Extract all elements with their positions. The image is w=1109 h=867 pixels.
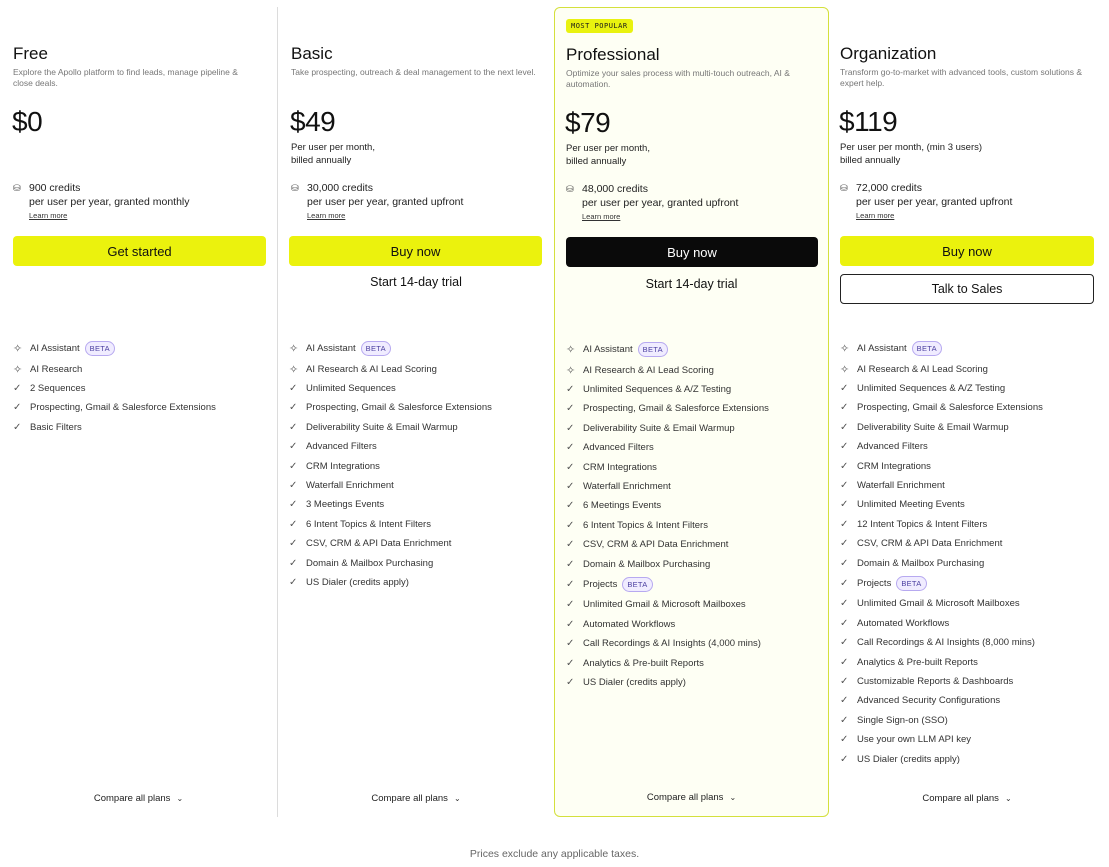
feature-label: Single Sign-on (SSO) — [857, 714, 948, 726]
feature-item — [840, 360, 1095, 379]
plan-description: Take prospecting, outreach & deal management to the next level. — [291, 67, 536, 77]
compare-label: Compare all plans — [371, 793, 448, 804]
check-icon: ✓ — [289, 499, 298, 511]
feature-item — [566, 615, 821, 634]
feature-label: Deliverability Suite & Email Warmup — [857, 421, 1009, 433]
plan-description: Transform go-to-market with advanced tools, custom solutions & expert help. — [840, 67, 1083, 88]
feature-list — [13, 338, 268, 437]
feature-label: Unlimited Meeting Events — [857, 499, 965, 511]
plan-name: Basic — [291, 44, 333, 63]
feature-label: Use your own LLM API key — [857, 734, 972, 746]
feature-label: CSV, CRM & API Data Enrichment — [583, 539, 729, 551]
feature-label: Basic Filters — [30, 421, 82, 433]
check-icon: ✓ — [289, 441, 298, 453]
buy-now-button[interactable]: Buy now — [566, 237, 818, 267]
sparkle-icon: ✧ — [13, 363, 23, 376]
check-icon: ✓ — [13, 421, 22, 433]
feature-label: Automated Workflows — [857, 617, 950, 629]
feature-item — [840, 594, 1095, 613]
feature-item — [840, 652, 1095, 671]
feature-label: Prospecting, Gmail & Salesforce Extensions — [30, 402, 216, 414]
check-icon: ✓ — [13, 383, 22, 395]
feature-label: Deliverability Suite & Email Warmup — [306, 421, 458, 433]
learn-more-link[interactable]: Learn more — [582, 212, 621, 221]
feature-item — [13, 398, 268, 417]
plan-card-free — [0, 7, 278, 817]
check-icon: ✓ — [566, 618, 575, 630]
feature-item — [840, 672, 1095, 691]
feature-label: 12 Intent Topics & Intent Filters — [857, 518, 988, 530]
feature-label: CRM Integrations — [306, 460, 380, 472]
check-icon: ✓ — [840, 421, 849, 433]
credits-subtext: per user per year, granted upfront — [307, 196, 464, 208]
feature-list — [566, 339, 821, 692]
plan-card-organization — [829, 7, 1105, 817]
check-icon: ✓ — [840, 499, 849, 511]
get-started-button[interactable]: Get started — [13, 236, 266, 266]
feature-label: 6 Meetings Events — [583, 500, 662, 512]
feature-item — [289, 456, 544, 475]
check-icon: ✓ — [289, 557, 298, 569]
chevron-down-icon: ⌄ — [176, 794, 184, 803]
credits-subtext: per user per year, granted monthly — [29, 196, 190, 208]
coins-icon: ⛁ — [13, 183, 21, 193]
feature-label: Domain & Mailbox Purchasing — [306, 557, 434, 569]
feature-label: CRM Integrations — [857, 460, 931, 472]
beta-badge: BETA — [638, 342, 668, 357]
check-icon: ✓ — [840, 538, 849, 550]
feature-label: Advanced Filters — [857, 441, 928, 453]
check-icon: ✓ — [566, 461, 575, 473]
check-icon: ✓ — [566, 657, 575, 669]
feature-item — [840, 691, 1095, 710]
feature-item — [840, 515, 1095, 534]
feature-label: Waterfall Enrichment — [306, 480, 394, 492]
feature-item — [289, 360, 544, 379]
feature-item — [289, 398, 544, 417]
plan-price: $49 — [290, 106, 336, 137]
compare-label: Compare all plans — [922, 793, 999, 804]
chevron-down-icon: ⌄ — [1004, 794, 1012, 803]
buy-now-button[interactable]: Buy now — [289, 236, 542, 266]
check-icon: ✓ — [840, 557, 849, 569]
check-icon: ✓ — [840, 598, 849, 610]
feature-label: 3 Meetings Events — [306, 499, 385, 511]
feature-label: Domain & Mailbox Purchasing — [583, 558, 711, 570]
feature-label: Unlimited Sequences & A/Z Testing — [583, 384, 732, 396]
feature-item — [566, 535, 821, 554]
feature-item — [840, 573, 1095, 595]
feature-item — [840, 614, 1095, 633]
feature-label: Call Recordings & AI Insights (8,000 mins) — [857, 637, 1035, 649]
plan-price: $0 — [12, 106, 43, 137]
feature-list — [289, 338, 544, 592]
check-icon: ✓ — [289, 518, 298, 530]
feature-item — [13, 338, 268, 360]
feature-item — [840, 730, 1095, 749]
feature-item — [289, 553, 544, 572]
credits-amount: 48,000 credits — [582, 183, 648, 195]
check-icon: ✓ — [840, 617, 849, 629]
talk-to-sales-button[interactable]: Talk to Sales — [840, 274, 1094, 304]
feature-label: Advanced Filters — [306, 441, 377, 453]
check-icon: ✓ — [566, 599, 575, 611]
feature-item — [289, 476, 544, 495]
feature-item — [566, 339, 821, 361]
feature-item — [840, 418, 1095, 437]
feature-item — [13, 418, 268, 437]
feature-item — [289, 573, 544, 592]
feature-label: Waterfall Enrichment — [857, 480, 945, 492]
feature-item — [566, 419, 821, 438]
feature-label: Customizable Reports & Dashboards — [857, 676, 1014, 688]
feature-item — [566, 361, 821, 380]
check-icon: ✓ — [566, 403, 575, 415]
check-icon: ✓ — [840, 578, 849, 590]
feature-item — [289, 495, 544, 514]
feature-item — [566, 438, 821, 457]
feature-label: 6 Intent Topics & Intent Filters — [583, 519, 708, 531]
check-icon: ✓ — [289, 538, 298, 550]
chevron-down-icon: ⌄ — [453, 794, 461, 803]
feature-item — [566, 380, 821, 399]
feature-label: Advanced Filters — [583, 442, 654, 454]
beta-badge: BETA — [912, 341, 942, 356]
feature-label: AI Assistant — [857, 343, 907, 355]
feature-label: CSV, CRM & API Data Enrichment — [306, 538, 452, 550]
check-icon: ✓ — [566, 481, 575, 493]
check-icon: ✓ — [840, 656, 849, 668]
check-icon: ✓ — [289, 421, 298, 433]
feature-item — [566, 554, 821, 573]
check-icon: ✓ — [840, 695, 849, 707]
feature-item — [566, 399, 821, 418]
credits-amount: 30,000 credits — [307, 182, 373, 194]
feature-item — [840, 476, 1095, 495]
plan-description: Explore the Apollo platform to find leads, manage pipeline & close deals. — [13, 67, 238, 88]
check-icon: ✓ — [566, 519, 575, 531]
feature-label: CRM Integrations — [583, 461, 657, 473]
plan-card-professional — [554, 7, 829, 817]
sparkle-icon: ✧ — [566, 344, 576, 357]
feature-item — [566, 496, 821, 515]
plan-card-basic — [278, 7, 554, 817]
feature-label: AI Assistant — [306, 343, 356, 355]
start-trial-link[interactable]: Start 14-day trial — [645, 277, 738, 291]
coins-icon: ⛁ — [840, 183, 848, 193]
start-trial-link[interactable]: Start 14-day trial — [370, 275, 462, 289]
feature-item — [566, 477, 821, 496]
feature-item — [840, 379, 1095, 398]
check-icon: ✓ — [566, 442, 575, 454]
check-icon: ✓ — [289, 576, 298, 588]
check-icon: ✓ — [289, 460, 298, 472]
tax-footnote: Prices exclude any applicable taxes. — [469, 848, 640, 860]
check-icon: ✓ — [289, 402, 298, 414]
buy-now-button[interactable]: Buy now — [840, 236, 1094, 266]
plan-price: $119 — [839, 106, 898, 137]
coins-icon: ⛁ — [291, 183, 299, 193]
feature-item — [289, 418, 544, 437]
beta-badge: BETA — [622, 577, 652, 592]
feature-item — [566, 516, 821, 535]
check-icon: ✓ — [289, 383, 298, 395]
plan-name: Free — [13, 44, 48, 63]
feature-item — [840, 398, 1095, 417]
check-icon: ✓ — [840, 734, 849, 746]
check-icon: ✓ — [840, 441, 849, 453]
billing-text: Per user per month, (min 3 users) billed annually — [840, 142, 983, 166]
feature-item — [566, 634, 821, 653]
feature-label: AI Assistant — [30, 343, 80, 355]
feature-label: Deliverability Suite & Email Warmup — [583, 422, 735, 434]
compare-label: Compare all plans — [93, 793, 171, 804]
check-icon: ✓ — [566, 677, 575, 689]
feature-label: Projects — [857, 578, 892, 590]
feature-label: AI Assistant — [583, 344, 633, 356]
check-icon: ✓ — [566, 638, 575, 650]
feature-item — [566, 574, 821, 596]
check-icon: ✓ — [566, 422, 575, 434]
check-icon: ✓ — [13, 402, 22, 414]
feature-list — [840, 338, 1095, 769]
credits-amount: 900 credits — [29, 182, 81, 194]
beta-badge: BETA — [361, 341, 391, 356]
sparkle-icon: ✧ — [840, 343, 850, 356]
learn-more-link[interactable]: Learn more — [307, 211, 346, 220]
feature-label: Unlimited Gmail & Microsoft Mailboxes — [583, 599, 746, 611]
sparkle-icon: ✧ — [289, 343, 299, 356]
feature-item — [840, 338, 1095, 360]
check-icon: ✓ — [840, 383, 849, 395]
feature-item — [840, 633, 1095, 652]
check-icon: ✓ — [840, 460, 849, 472]
check-icon: ✓ — [289, 480, 298, 492]
beta-badge: BETA — [896, 576, 926, 591]
feature-label: Projects — [583, 579, 618, 591]
feature-label: Unlimited Sequences & A/Z Testing — [857, 383, 1006, 395]
compare-all-plans-link[interactable] — [555, 792, 828, 803]
check-icon: ✓ — [566, 500, 575, 512]
feature-label: AI Research & AI Lead Scoring — [306, 363, 437, 375]
feature-item — [840, 495, 1095, 514]
feature-label: Prospecting, Gmail & Salesforce Extensions — [583, 403, 769, 415]
check-icon: ✓ — [840, 402, 849, 414]
feature-item — [566, 653, 821, 672]
feature-label: US Dialer (credits apply) — [857, 753, 960, 765]
feature-item — [840, 534, 1095, 553]
check-icon: ✓ — [840, 714, 849, 726]
feature-label: Unlimited Gmail & Microsoft Mailboxes — [857, 598, 1020, 610]
feature-label: US Dialer (credits apply) — [583, 677, 686, 689]
feature-item — [13, 360, 268, 379]
feature-label: 6 Intent Topics & Intent Filters — [306, 518, 431, 530]
feature-label: AI Research & AI Lead Scoring — [583, 364, 714, 376]
feature-label: AI Research & AI Lead Scoring — [857, 363, 988, 375]
feature-item — [840, 553, 1095, 572]
feature-item — [289, 338, 544, 360]
beta-badge: BETA — [85, 341, 115, 356]
check-icon: ✓ — [566, 539, 575, 551]
feature-label: Unlimited Sequences — [306, 383, 396, 395]
check-icon: ✓ — [840, 753, 849, 765]
feature-label: Domain & Mailbox Purchasing — [857, 557, 985, 569]
feature-item — [289, 515, 544, 534]
feature-label: Prospecting, Gmail & Salesforce Extensions — [857, 402, 1043, 414]
feature-item — [566, 595, 821, 614]
check-icon: ✓ — [566, 558, 575, 570]
most-popular-badge: MOST POPULAR — [566, 19, 633, 33]
compare-all-plans-link[interactable] — [829, 793, 1105, 804]
plan-description: Optimize your sales process with multi-touch outreach, AI & automation. — [566, 68, 790, 89]
plan-name: Professional — [566, 45, 660, 64]
credits-subtext: per user per year, granted upfront — [582, 197, 739, 209]
feature-label: CSV, CRM & API Data Enrichment — [857, 538, 1003, 550]
feature-label: Automated Workflows — [583, 618, 676, 630]
chevron-down-icon: ⌄ — [729, 793, 737, 802]
feature-item — [840, 437, 1095, 456]
sparkle-icon: ✧ — [566, 364, 576, 377]
credits-amount: 72,000 credits — [856, 182, 922, 194]
credits-subtext: per user per year, granted upfront — [856, 196, 1013, 208]
learn-more-link[interactable]: Learn more — [856, 211, 895, 220]
compare-all-plans-link[interactable] — [0, 793, 277, 804]
feature-label: Analytics & Pre-built Reports — [857, 656, 978, 668]
feature-item — [840, 749, 1095, 768]
feature-item — [289, 379, 544, 398]
compare-label: Compare all plans — [646, 792, 724, 803]
coins-icon: ⛁ — [566, 184, 574, 194]
sparkle-icon: ✧ — [289, 363, 299, 376]
plan-name: Organization — [840, 44, 937, 63]
feature-label: 2 Sequences — [30, 383, 86, 395]
feature-label: Prospecting, Gmail & Salesforce Extensions — [306, 402, 492, 414]
feature-label: Advanced Security Configurations — [857, 695, 1001, 707]
learn-more-link[interactable]: Learn more — [29, 211, 68, 220]
feature-label: Analytics & Pre-built Reports — [583, 657, 704, 669]
check-icon: ✓ — [840, 676, 849, 688]
check-icon: ✓ — [840, 480, 849, 492]
feature-item — [289, 534, 544, 553]
plan-price: $79 — [565, 107, 611, 138]
feature-item — [566, 457, 821, 476]
sparkle-icon: ✧ — [13, 343, 23, 356]
feature-label: Waterfall Enrichment — [583, 481, 671, 493]
compare-all-plans-link[interactable] — [278, 793, 554, 804]
billing-text: Per user per month, billed annually — [566, 143, 650, 167]
feature-label: US Dialer (credits apply) — [306, 576, 409, 588]
check-icon: ✓ — [566, 579, 575, 591]
feature-item — [13, 379, 268, 398]
feature-label: Call Recordings & AI Insights (4,000 mins) — [583, 638, 761, 650]
feature-item — [840, 456, 1095, 475]
check-icon: ✓ — [840, 518, 849, 530]
feature-label: AI Research — [30, 363, 83, 375]
feature-item — [566, 673, 821, 692]
check-icon: ✓ — [840, 637, 849, 649]
feature-item — [840, 711, 1095, 730]
billing-text: Per user per month, billed annually — [291, 142, 375, 166]
feature-item — [289, 437, 544, 456]
check-icon: ✓ — [566, 384, 575, 396]
sparkle-icon: ✧ — [840, 363, 850, 376]
